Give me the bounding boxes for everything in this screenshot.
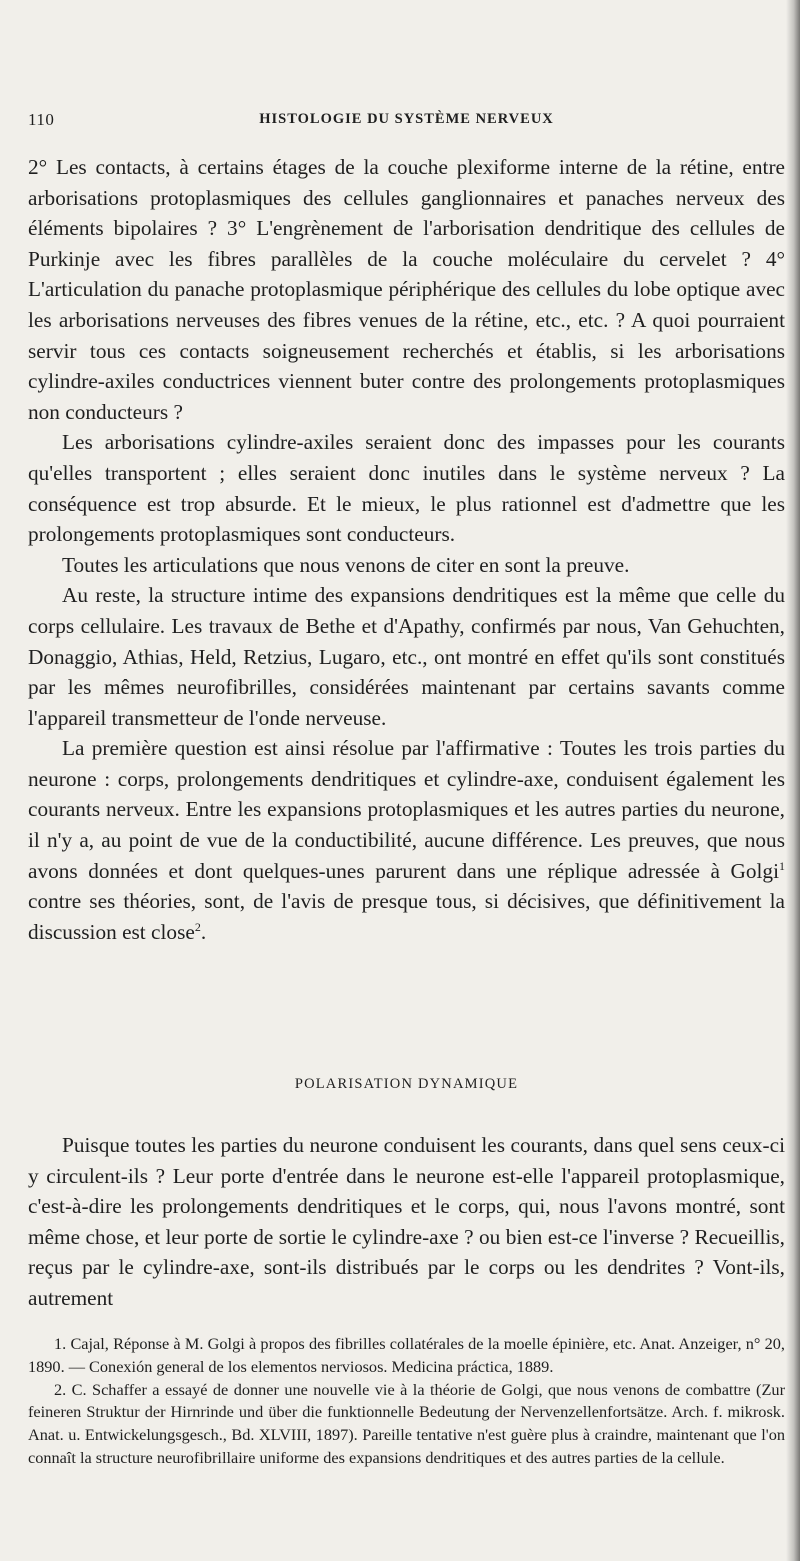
paragraph-5-part-1: La première question est ainsi résolue par l'affirmative : Toutes les trois parties du neurone : corps, prolongements dendritiques et cylindre-axe, conduisent également les courants nerveux. Entre les expansions protoplasmiques et les autres parties du neurone, il n'y a, au point de vue de la conductibilité, aucune différence. Les preuves, que nous avons données et dont quelques-unes parurent dans une réplique adressée à Golgi — [28, 736, 785, 883]
page-header — [28, 110, 785, 136]
section-text — [28, 1130, 785, 1314]
section-paragraph: Puisque toutes les parties du neurone conduisent les courants, dans quel sens ceux-ci y circulent-ils ? Leur porte d'entrée dans le neurone est-elle l'appareil protoplasmique, c'est-à-dire les prolongements dendritiques et le corps, qui, nous l'avons montré, sont même chose, et leur porte de sortie le cylindre-axe ? ou bien est-ce l'inverse ? Recueillis, reçus par le cylindre-axe, sont-ils distribués par le corps ou les dendrites ? Vont-ils, autrement — [28, 1133, 785, 1310]
footnote-1: 1. Cajal, Réponse à M. Golgi à propos des fibrilles collatérales de la moelle épinière, etc. Anat. Anzeiger, n° 20, 1890. — Conexión general de los elementos nerviosos. Medicina práctica, 1889. — [28, 1334, 785, 1376]
footnote-ref-1: 1 — [779, 858, 785, 873]
footnotes — [28, 1333, 785, 1470]
paragraph-1: 2° Les contacts, à certains étages de la couche plexiforme interne de la rétine, entre arborisations protoplasmiques des cellules ganglionnaires et panaches nerveux des éléments bipolaires ? 3° L'engrènement de l'arborisation dendritique des cellules de Purkinje avec les fibres parallèles de la couche moléculaire du cervelet ? 4° L'articulation du panache protoplasmique périphérique des cellules du lobe optique avec les arborisations nerveuses des fibres venues de la rétine, etc., etc. ? A quoi pourraient servir tous ces contacts soigneusement recherchés et établis, si les arborisations cylindre-axiles conductrices viennent buter contre des prolongements protoplasmiques non conducteurs ? — [28, 155, 785, 424]
page-number: 110 — [28, 110, 55, 129]
paragraph-5-part-2: contre ses théories, sont, de l'avis de presque tous, si décisives, que définitivement la discussion est close — [28, 889, 785, 944]
footnote-ref-2: 2 — [194, 919, 201, 934]
book-page — [28, 0, 785, 1561]
main-text — [28, 152, 785, 947]
paragraph-4: Au reste, la structure intime des expansions dendritiques est la même que celle du corps cellulaire. Les travaux de Bethe et d'Apathy, confirmés par nous, Van Gehuchten, Donaggio, Athias, Held, Retzius, Lugaro, etc., ont montré en effet qu'ils sont constitués par les mêmes neurofibrilles, considérées maintenant par certains savants comme l'appareil transmetteur de l'onde nerveuse. — [28, 583, 785, 730]
paragraph-3: Toutes les articulations que nous venons de citer en sont la preuve. — [62, 552, 630, 577]
paragraph-5-end: . — [200, 919, 207, 944]
footnote-2: 2. C. Schaffer a essayé de donner une nouvelle vie à la théorie de Golgi, que nous venons de combattre (Zur feineren Struktur der Hirnrinde und über die funktionnelle Bedeutung der Nervenzellenfortsätze. Arch. f. mikrosk. Anat. u. Entwickelungsgesch., Bd. XLVIII, 1897). Pareille tentative n'est guère plus à craindre, maintenant que l'on connaît la structure neurofibrillaire uniforme des expansions dendritiques et des autres parties de la cellule. — [28, 1379, 785, 1467]
page-edge-shadow — [786, 0, 800, 1561]
paragraph-5 — [28, 733, 785, 947]
paragraph-2: Les arborisations cylindre-axiles seraient donc des impasses pour les courants qu'elles transportent ; elles seraient donc inutiles dans le système nerveux ? La conséquence est trop absurde. Et le mieux, le plus rationnel est d'admettre que les prolongements protoplasmiques sont conducteurs. — [28, 430, 785, 547]
running-title: HISTOLOGIE DU SYSTÈME NERVEUX — [259, 111, 554, 127]
section-title: POLARISATION DYNAMIQUE — [294, 1076, 519, 1092]
